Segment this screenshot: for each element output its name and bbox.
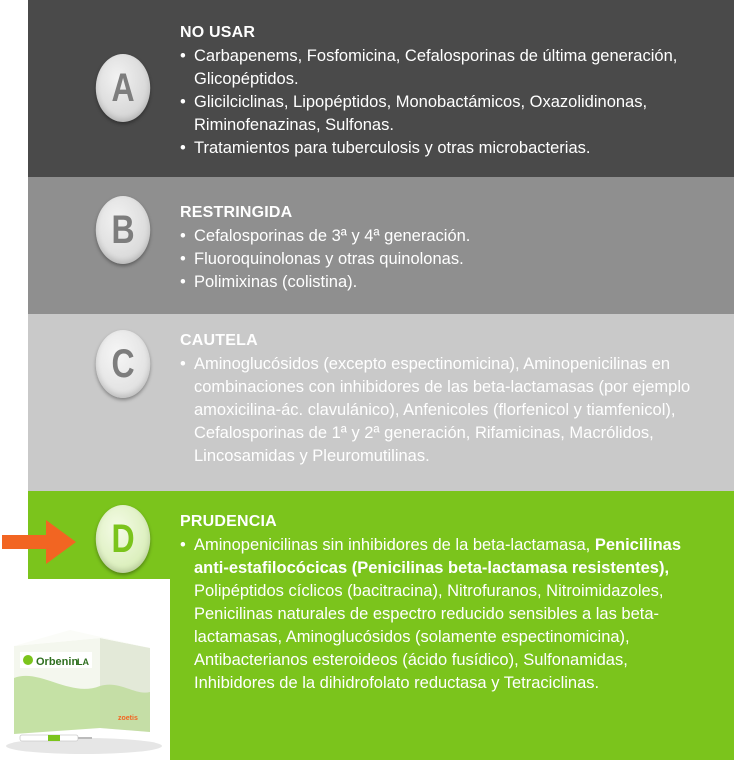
list-item: • Cefalosporinas de 3ª y 4ª generación. xyxy=(180,225,710,248)
category-b-title: RESTRINGIDA xyxy=(180,204,293,221)
category-b-content xyxy=(180,201,710,294)
list-item: • Tratamientos para tuberculosis y otras microbacterias. xyxy=(180,137,710,160)
category-a-badge: A xyxy=(96,54,150,122)
category-c-content xyxy=(180,329,710,468)
category-a-title: NO USAR xyxy=(180,24,256,41)
category-d-list xyxy=(180,534,710,695)
category-c-badge: C xyxy=(96,330,150,398)
category-c-list xyxy=(180,353,710,468)
category-d-item-intro: Aminopenicilinas sin inhibidores de la beta-lactamasa, xyxy=(194,536,591,554)
category-d-content xyxy=(180,510,710,695)
list-item: • Aminoglucósidos (excepto espectinomicina), Aminopenicilinas en combinaciones con inhibidores de las beta-lactamasas (por ejemplo amoxicilina-ác. clavulánico), Anfenicoles (florfenicol y tiamfenicol), Cefalosporinas de 1ª y 2ª generación, Rifamicinas, Macrólidos, Lincosamidas y Pleuromutilinas. xyxy=(180,353,710,468)
list-item: • Polimixinas (colistina). xyxy=(180,271,710,294)
product-variant: LA xyxy=(77,657,89,667)
list-item xyxy=(180,534,710,695)
product-image xyxy=(0,608,168,758)
category-a-content xyxy=(180,21,710,160)
category-b-list xyxy=(180,225,710,294)
product-brand: Orbenin xyxy=(36,656,79,668)
list-item: • Carbapenems, Fosfomicina, Cefalosporinas de última generación, Glicopéptidos. xyxy=(180,45,710,91)
category-d-item-bold: Penicilinas anti-estafilocócicas (Penicilinas beta-lactamasa resistentes), xyxy=(194,536,682,577)
category-a-list xyxy=(180,45,710,160)
list-item: • Glicilciclinas, Lipopéptidos, Monobactámicos, Oxazolidinonas, Riminofenazinas, Sulfonas. xyxy=(180,91,710,137)
category-b-badge: B xyxy=(96,196,150,264)
arrow-right-icon xyxy=(2,518,76,566)
product-maker: zoetis xyxy=(118,715,138,722)
category-d-item-rest: Polipéptidos cíclicos (bacitracina), Nitrofuranos, Nitroimidazoles, Penicilinas naturales de espectro reducido sensibles a las beta-lactamasas, Aminoglucósidos (solamente espectinomicina), Antibacterianos esteroideos (ácido fusídico), Sulfonamidas, Inhibidores de la dihidrofolato reductasa y Tetraciclinas. xyxy=(194,582,664,692)
list-item: • Fluoroquinolonas y otras quinolonas. xyxy=(180,248,710,271)
category-d-title: PRUDENCIA xyxy=(180,513,277,530)
category-d-badge: D xyxy=(96,505,150,573)
category-c-title: CAUTELA xyxy=(180,332,258,349)
